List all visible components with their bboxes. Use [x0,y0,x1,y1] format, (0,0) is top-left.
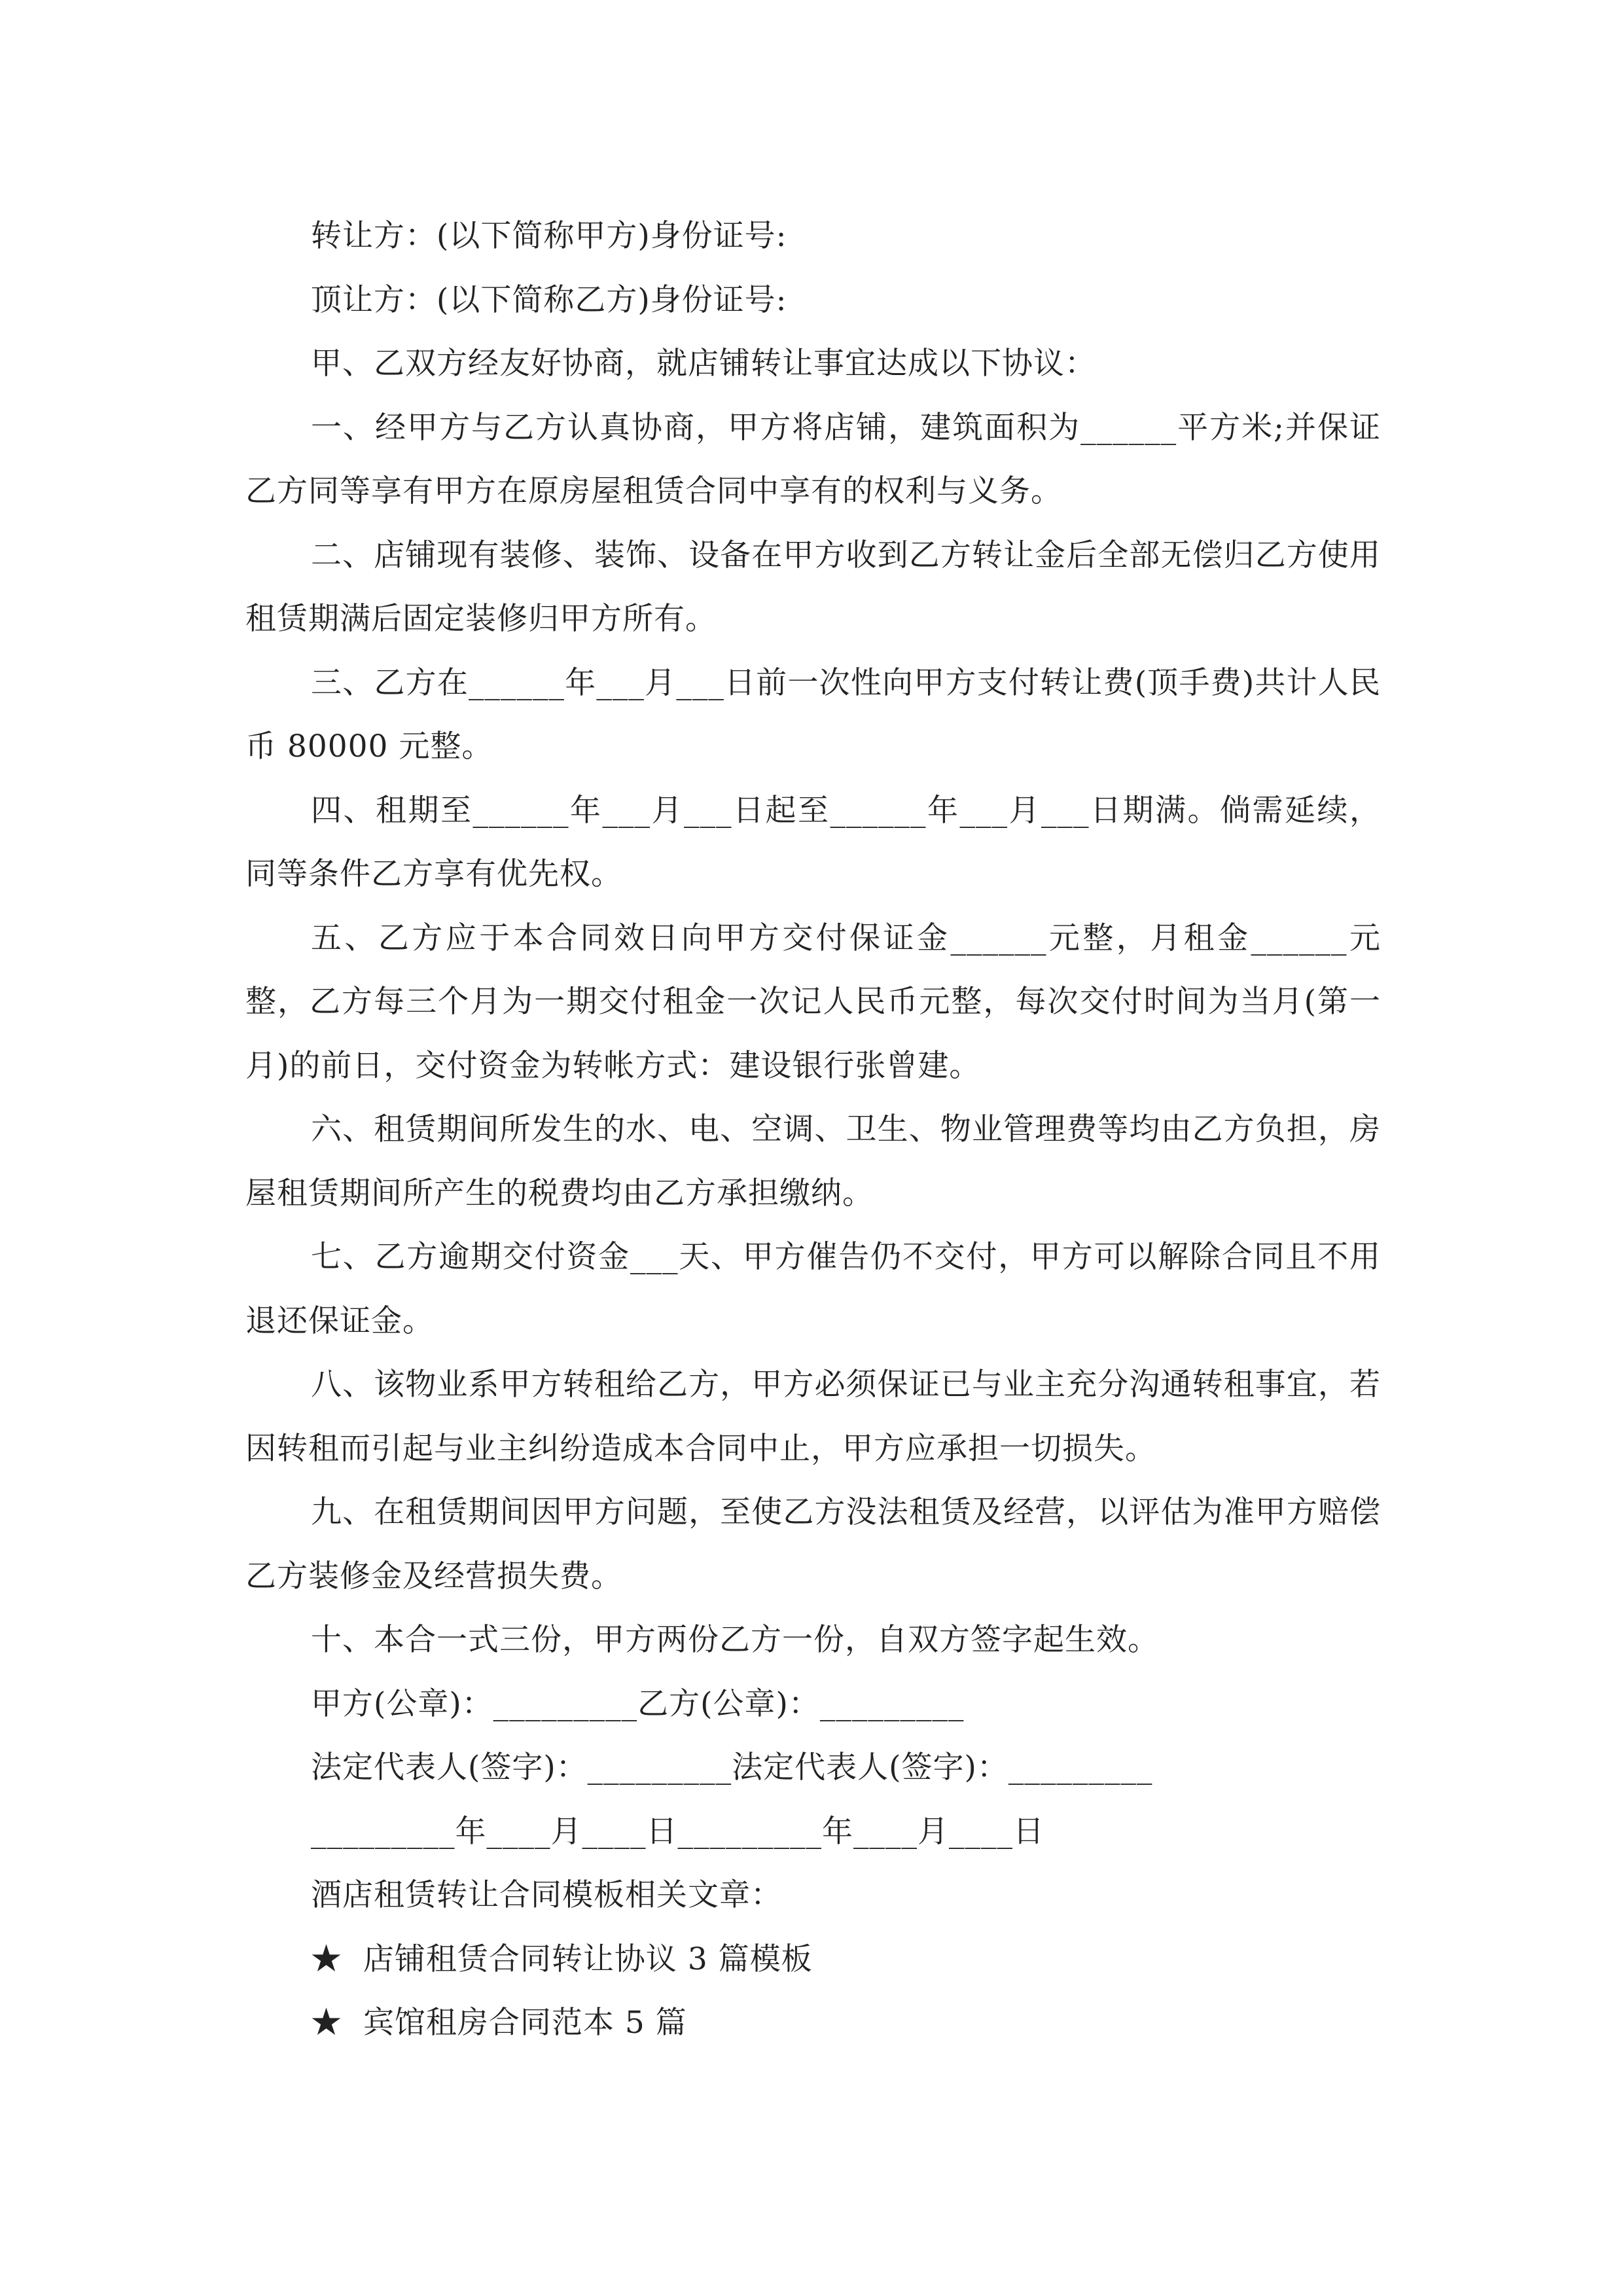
clause-7: 七、乙方逾期交付资金___天、甲方催告仍不交付，甲方可以解除合同且不用退还保证金。 [245,1239,1381,1339]
related-article-link[interactable]: ★ 宾馆租房合同范本 5 篇 [311,2005,687,2041]
seal-line: 甲方(公章)：_________乙方(公章)：_________ [311,1685,965,1722]
clause-8: 八、该物业系甲方转租给乙方，甲方必须保证已与业主充分沟通转租事宜，若因转租而引起与业主纠纷造成本合同中止，甲方应承担一切损失。 [245,1367,1381,1467]
related-article-link[interactable]: ★ 店铺租赁合同转让协议 3 篇模板 [311,1941,813,1977]
clause-6: 六、租赁期间所发生的水、电、空调、卫生、物业管理费等均由乙方负担，房屋租赁期间所产生的税费均由乙方承担缴纳。 [245,1111,1381,1211]
clause-9: 九、在租赁期间因甲方问题，至使乙方没法租赁及经营，以评估为准甲方赔偿乙方装修金及经营损失费。 [245,1494,1381,1594]
transferor-line: 转让方：(以下简称甲方)身份证号: [311,218,787,254]
agreement-intro: 甲、乙双方经友好协商，就店铺转让事宜达成以下协议： [311,346,1096,382]
clause-5: 五、乙方应于本合同效日向甲方交付保证金______元整，月租金______元整，乙方每三个月为一期交付租金一次记人民币元整，每次交付时间为当月(第一月)的前日，交付资金为转帐方式：建设银行张曾建。 [245,920,1381,1084]
related-articles-heading: 酒店租赁转让合同模板相关文章： [311,1877,782,1913]
clause-3: 三、乙方在______年___月___日前一次性向甲方支付转让费(顶手费)共计人民币 80000 元整。 [245,664,1381,764]
clause-10: 十、本合一式三份，甲方两份乙方一份，自双方签字起生效。 [311,1622,1159,1658]
signature-line: 法定代表人(签字)：_________法定代表人(签字)：_________ [311,1749,1153,1785]
clause-4: 四、租期至______年___月___日起至______年___月___日期满。倘需延续，同等条件乙方享有优先权。 [245,792,1381,892]
clause-1: 一、经甲方与乙方认真协商，甲方将店铺，建筑面积为______平方米;并保证乙方同等享有甲方在原房屋租赁合同中享有的权利与义务。 [245,409,1381,509]
transferee-line: 顶让方：(以下简称乙方)身份证号: [311,281,787,318]
date-line: _________年____月____日_________年____月____日 [311,1813,1044,1850]
document-body [245,204,1381,2055]
clause-2: 二、店铺现有装修、装饰、设备在甲方收到乙方转让金后全部无偿归乙方使用租赁期满后固定装修归甲方所有。 [245,537,1381,637]
